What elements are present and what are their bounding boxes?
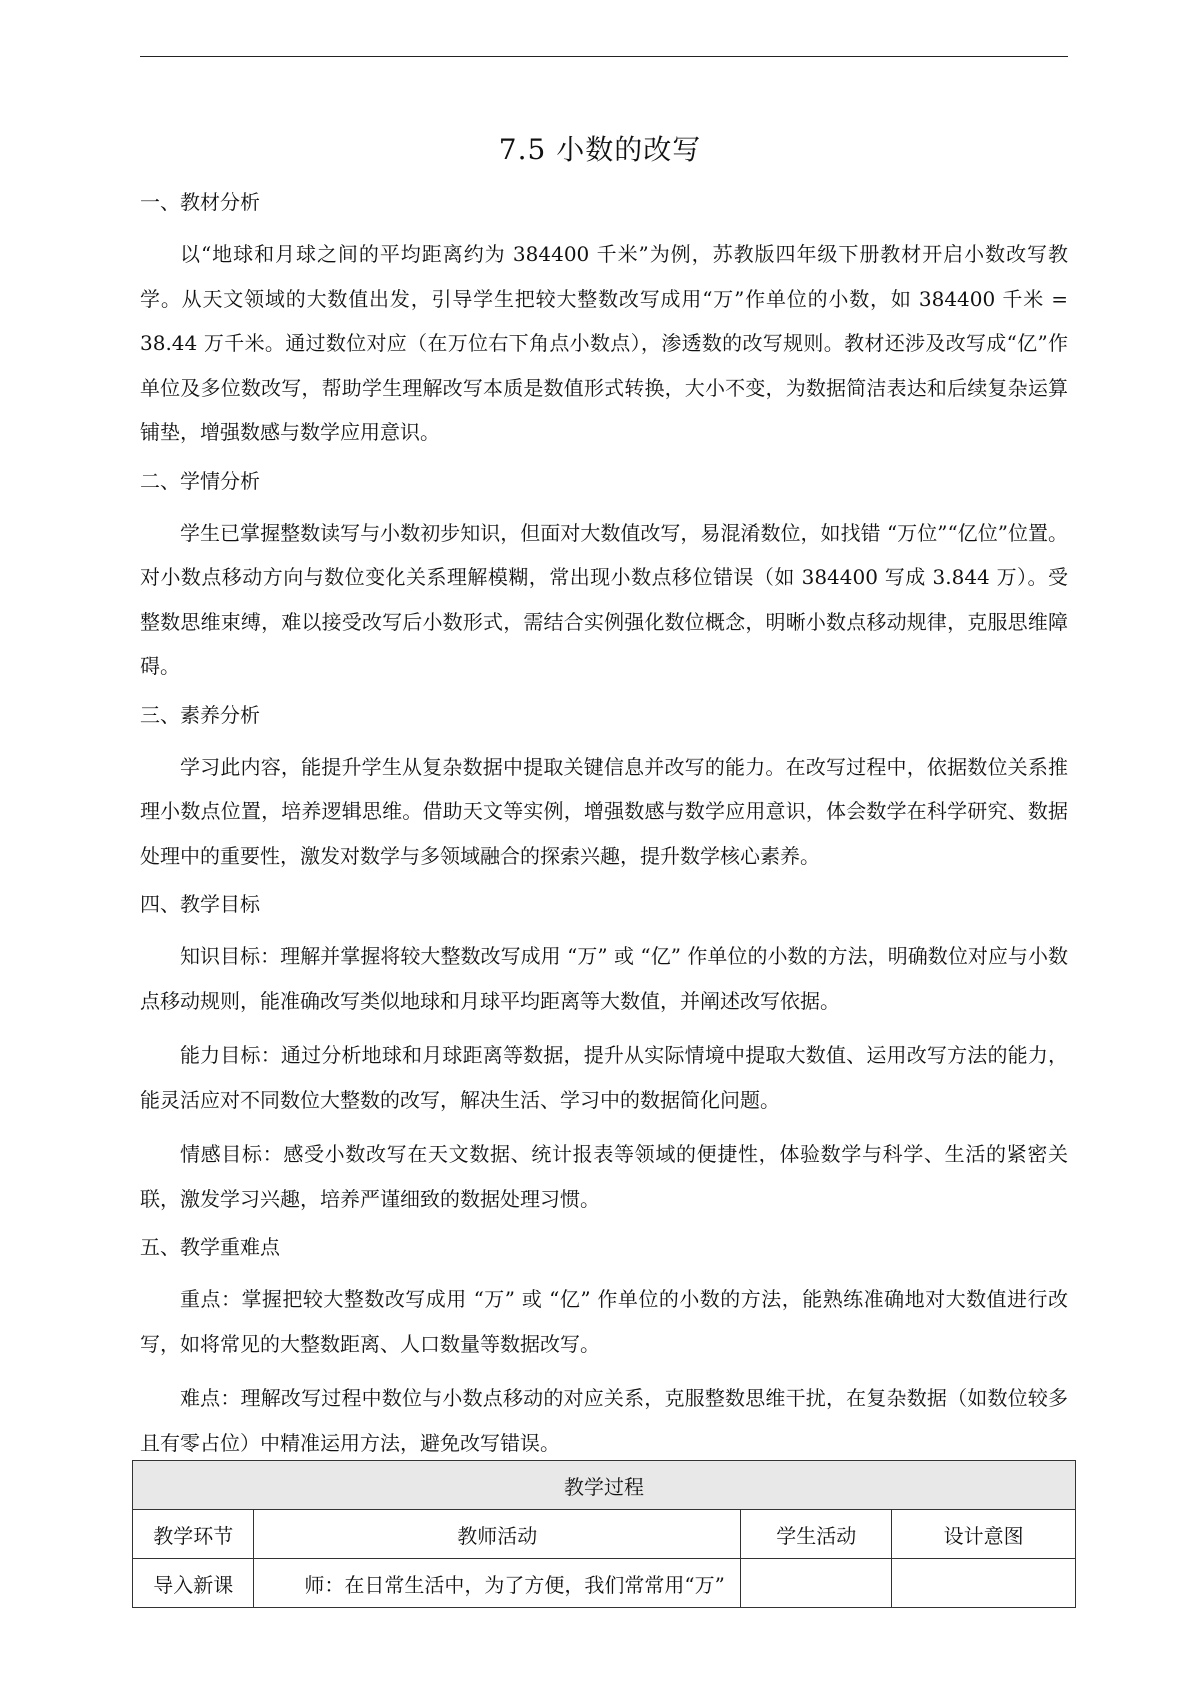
- page-title: 7.5 小数的改写: [498, 133, 702, 166]
- knowledge-goal-paragraph: 知识目标：理解并掌握将较大整数改写成用 “万” 或 “亿” 作单位的小数的方法，明确数位对应与小数点移动规则，能准确改写类似地球和月球平均距离等大数值，并阐述改写依据。: [140, 944, 1068, 1013]
- header-stage: 教学环节: [133, 1510, 254, 1559]
- table-header-row: [133, 1510, 1076, 1559]
- section-heading-1: 一、教材分析: [140, 190, 260, 214]
- table-row: [133, 1559, 1076, 1608]
- section-heading-4: 四、教学目标: [140, 892, 260, 916]
- header-rule: [140, 56, 1068, 57]
- header-student-activity: 学生活动: [741, 1510, 892, 1559]
- section-heading-2: 二、学情分析: [140, 468, 260, 493]
- table-banner-row: [133, 1461, 1076, 1510]
- difficulty-paragraph: 难点：理解改写过程中数位与小数点移动的对应关系，克服整数思维干扰，在复杂数据（如数位较多且有零占位）中精准运用方法，避免改写错误。: [140, 1386, 1068, 1455]
- header-design-intent: 设计意图: [892, 1510, 1076, 1559]
- ability-goal-paragraph: 能力目标：通过分析地球和月球距离等数据，提升从实际情境中提取大数值、运用改写方法的能力，能灵活应对不同数位大整数的改写，解决生活、学习中的数据简化问题。: [140, 1043, 1068, 1112]
- document-body: [140, 186, 1068, 1475]
- cell-design-intent: [892, 1559, 1076, 1608]
- cell-stage: 导入新课: [133, 1559, 254, 1608]
- section-heading-3: 三、素养分析: [140, 702, 260, 727]
- cell-student-activity: [741, 1559, 892, 1608]
- section-3-paragraph: 学习此内容，能提升学生从复杂数据中提取关键信息并改写的能力。在改写过程中，依据数位关系推理小数点位置，培养逻辑思维。借助天文等实例，增强数感与数学应用意识，体会数学在科学研究、数据处理中的重要性，激发对数学与多领域融合的探索兴趣，提升数学核心素养。: [140, 754, 1068, 868]
- header-teacher-activity: 教师活动: [254, 1510, 741, 1559]
- table-banner: 教学过程: [133, 1461, 1076, 1510]
- cell-teacher-activity: 师：在日常生活中，为了方便，我们常常用“万”: [254, 1559, 741, 1608]
- emotion-goal-paragraph: 情感目标：感受小数改写在天文数据、统计报表等领域的便捷性，体验数学与科学、生活的紧密关联，激发学习兴趣，培养严谨细致的数据处理习惯。: [140, 1142, 1068, 1211]
- key-point-paragraph: 重点：掌握把较大整数改写成用 “万” 或 “亿” 作单位的小数的方法，能熟练准确地对大数值进行改写，如将常见的大整数距离、人口数量等数据改写。: [140, 1287, 1068, 1356]
- section-1-paragraph: 以“地球和月球之间的平均距离约为 384400 千米”为例，苏教版四年级下册教材开启小数改写教学。从天文领域的大数值出发，引导学生把较大整数改写成用“万”作单位的小数，如 384400 千米 = 38.44 万千米。通过数位对应（在万位右下角点小数点），渗透数的改写规则。教材还涉及改写成“亿”作单位及多位数改写，帮助学生理解改写本质是数值形式转换，大小不变，为数据简洁表达和后续复杂运算铺垫，增强数感与数学应用意识。: [140, 242, 1068, 444]
- section-2-paragraph: 学生已掌握整数读写与小数初步知识，但面对大数值改写，易混淆数位，如找错 “万位”“亿位”位置。对小数点移动方向与数位变化关系理解模糊，常出现小数点移位错误（如 384400 写成 3.844 万）。受整数思维束缚，难以接受改写后小数形式，需结合实例强化数位概念，明晰小数点移动规律，克服思维障碍。: [140, 520, 1068, 678]
- section-heading-5: 五、教学重难点: [140, 1235, 280, 1259]
- teaching-process-table: [132, 1460, 1076, 1608]
